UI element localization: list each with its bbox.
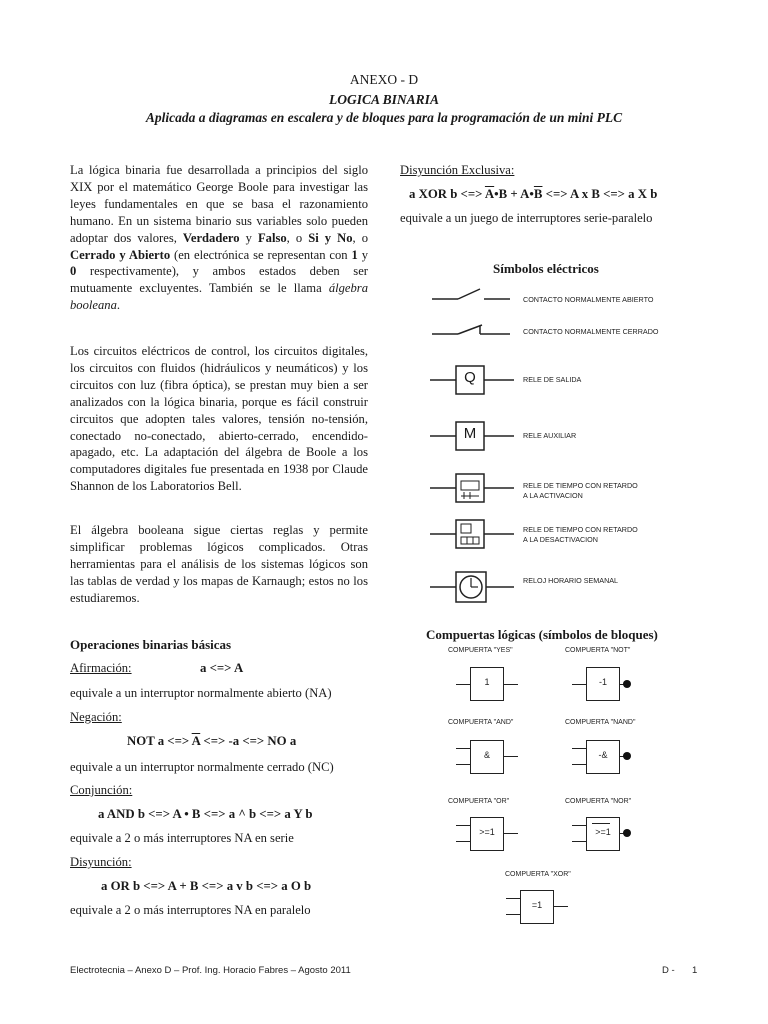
gate-input-pin [456, 841, 470, 842]
page-number: 1 [692, 965, 698, 976]
normally-open-contact-icon [430, 286, 510, 308]
gate-input-pin [456, 684, 470, 685]
gate-label-nor: COMPUERTA "NOR" [565, 798, 632, 805]
page-title: LOGICA BINARIA [329, 92, 439, 107]
negation-dot-icon [623, 752, 631, 760]
gate-label-xor: COMPUERTA "XOR" [505, 871, 571, 878]
output-relay-letter: Q [464, 369, 476, 386]
intro-paragraph-3: El álgebra booleana sigue ciertas reglas y permite simplificar problemas lógicos complicados. Otras herramientas para el análisis de los sistemas lógicos son las tablas de verdad y los mapas de Karnaugh; estos no los estudiaremos. [70, 523, 368, 605]
symbol-label-weekly-clock: RELOJ HORARIO SEMANAL [523, 576, 619, 585]
negacion-label: Negación: [70, 710, 122, 724]
gate-input-pin [456, 764, 470, 765]
gate-input-pin [506, 898, 520, 899]
nor-overbar [592, 823, 610, 824]
gate-input-pin [572, 825, 586, 826]
gate-output-pin [504, 684, 518, 685]
gate-output-pin [504, 756, 518, 757]
gate-xor: =1 [520, 890, 554, 924]
gate-label-or: COMPUERTA "OR" [448, 798, 510, 805]
gate-input-pin [572, 748, 586, 749]
on-delay-timer-icon [428, 472, 518, 504]
gate-label-and: COMPUERTA "AND" [448, 719, 514, 726]
gate-input-pin [506, 914, 520, 915]
symbol-label-on-delay: RELE DE TIEMPO CON RETARDO A LA ACTIVACION [523, 481, 638, 500]
gate-label-yes: COMPUERTA "YES" [448, 647, 513, 654]
footer-text: Electrotecnia – Anexo D – Prof. Ing. Horacio Fabres – Agosto 2011 [70, 965, 351, 976]
gate-and: & [470, 740, 504, 774]
afirmacion-desc: equivale a un interruptor normalmente abierto (NA) [70, 686, 332, 700]
negation-dot-icon [623, 680, 631, 688]
weekly-clock-icon [428, 570, 518, 604]
gate-yes: 1 [470, 667, 504, 701]
gate-input-pin [572, 684, 586, 685]
xor-desc: equivale a un juego de interruptores serie-paralelo [400, 211, 653, 225]
gate-input-pin [456, 825, 470, 826]
operations-heading: Operaciones binarias básicas [70, 637, 232, 652]
gate-input-pin [456, 748, 470, 749]
negacion-formula: NOT a <=> $\overline{A}$ <=> -a <=> NO a [127, 734, 297, 748]
gates-heading: Compuertas lógicas (símbolos de bloques) [426, 627, 658, 642]
negacion-desc: equivale a un interruptor normalmente cerrado (NC) [70, 760, 334, 774]
page-subtitle: Aplicada a diagramas en escalera y de bloques para la programación de un mini PLC [145, 110, 623, 125]
symbol-label-off-delay: RELE DE TIEMPO CON RETARDO A LA DESACTIVACION [523, 525, 638, 544]
symbols-heading: Símbolos eléctricos [493, 261, 599, 276]
afirmacion-label: Afirmación: [70, 661, 132, 675]
gate-input-pin [572, 841, 586, 842]
gate-output-pin [554, 906, 568, 907]
symbol-label-aux-relay: RELE AUXILIAR [523, 431, 577, 440]
intro-paragraph-2: Los circuitos eléctricos de control, los circuitos digitales, los circuitos con fluidos (hidráulicos y neumáticos) y los circuitos con luz (fibra óptica), se prestan muy bien a ser analizados con la lógica binaria, porque es fácil construir circuitos que adopten tales valores, tensión no-tensión, conectado no-conectado, abierto-cerrado, encendido-apagado, etc. La adaptación del álgebra de Boole a los computadores digitales fue presentada en 1938 por Claude Shannon de los Laboratorios Bell. [70, 344, 368, 494]
gate-label-nand: COMPUERTA "NAND" [565, 719, 636, 726]
annex-label: ANEXO - D [349, 72, 419, 87]
auxiliary-relay-letter: M [463, 425, 477, 442]
gate-input-pin [572, 764, 586, 765]
negation-dot-icon [623, 829, 631, 837]
gate-nand: -& [586, 740, 620, 774]
gate-label-not: COMPUERTA "NOT" [565, 647, 631, 654]
conjuncion-label: Conjunción: [70, 783, 133, 797]
symbol-label-nc: CONTACTO NORMALMENTE CERRADO [523, 327, 659, 336]
disyuncion-desc: equivale a 2 o más interruptores NA en paralelo [70, 903, 311, 917]
symbol-label-na: CONTACTO NORMALMENTE ABIERTO [523, 295, 654, 304]
normally-closed-contact-icon [430, 318, 510, 340]
gate-not: -1 [586, 667, 620, 701]
intro-paragraph-1: La lógica binaria fue desarrollada a principios del siglo XIX por el matemático George Boole para investigar las leyes fundamentales en que se basa el razonamiento humano. En un sistema binario sus variables solo pueden adoptar dos valores, Verdadero y Falso, o Si y No, o Cerrado y Abierto (en electrónica se representan con 1 y 0 respectivamente), y ambos estados deben ser mutuamente excluyentes. También se le llama álgebra booleana. [70, 163, 369, 313]
xor-label: Disyunción Exclusiva: [400, 163, 515, 177]
gate-nor: >=1 [586, 817, 620, 851]
off-delay-timer-icon [428, 518, 518, 550]
disyuncion-formula: a OR b <=> A + B <=> a v b <=> a O b [101, 879, 312, 893]
afirmacion-formula: a <=> A [200, 661, 244, 675]
gate-output-pin [504, 833, 518, 834]
conjuncion-desc: equivale a 2 o más interruptores NA en serie [70, 831, 294, 845]
xor-formula: a XOR b <=> $\overline{A}•B$ + $A•\overline{B}$ <=> A x B <=> a X b [409, 187, 658, 201]
conjuncion-formula: a AND b <=> A • B <=> a ^ b <=> a Y b [98, 807, 313, 821]
disyuncion-label: Disyunción: [70, 855, 132, 869]
page-number-prefix: D - [662, 965, 675, 976]
symbol-label-output-relay: RELE DE SALIDA [523, 375, 582, 384]
gate-or: >=1 [470, 817, 504, 851]
